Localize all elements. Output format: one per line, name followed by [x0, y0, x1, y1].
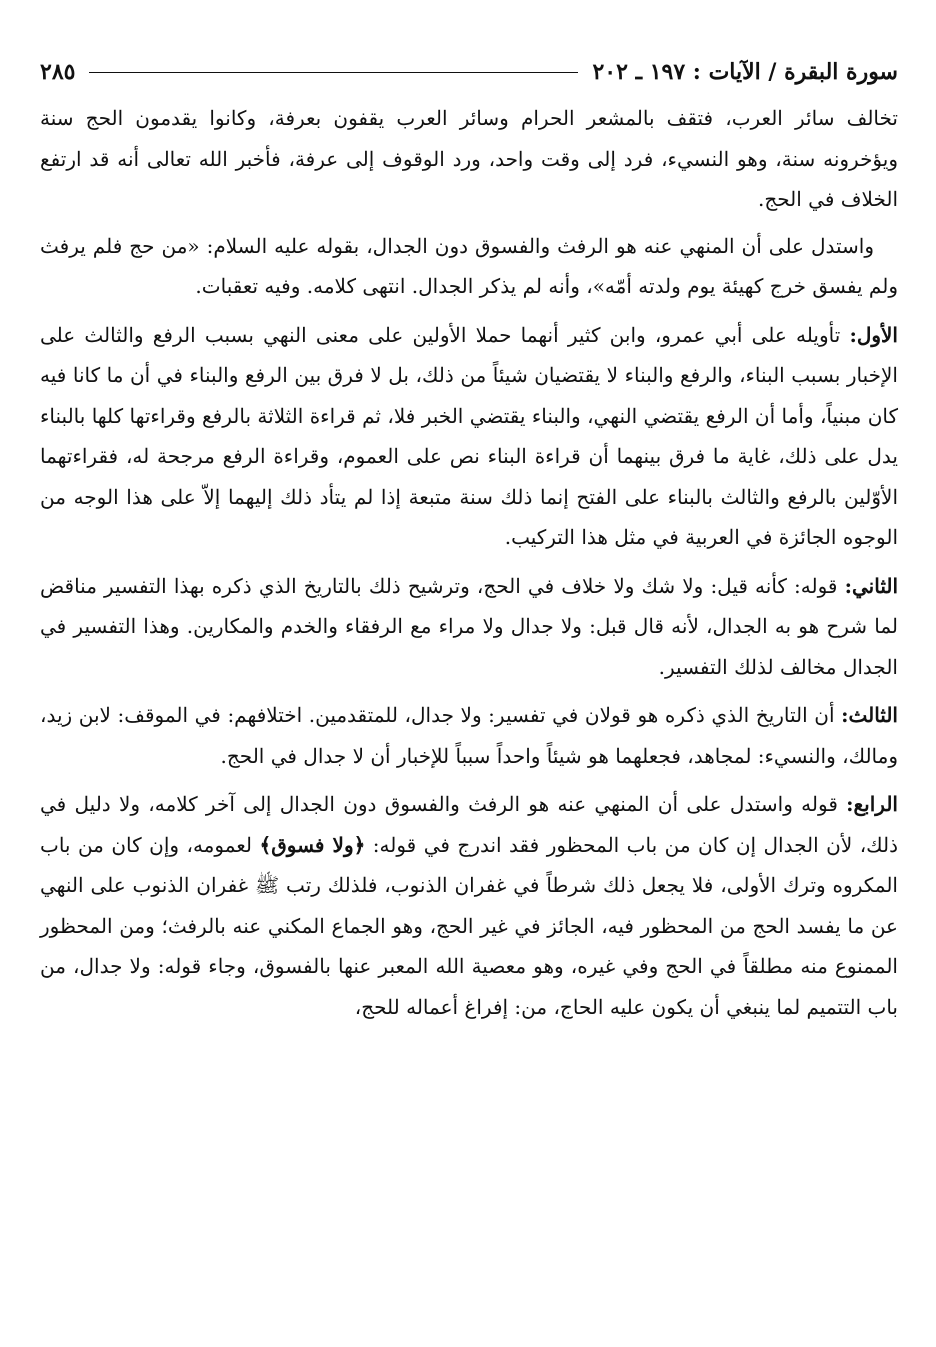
paragraph-third-objection — [40, 695, 898, 776]
header-title: سورة البقرة / الآيات : ١٩٧ ـ ٢٠٢ — [592, 59, 898, 85]
objection-label: الرابع: — [846, 792, 898, 816]
paragraph-fourth-objection — [40, 784, 898, 1027]
paragraph-text: أن التاريخ الذي ذكره هو قولان في تفسير: ولا جدال، للمتقدمين. اختلافهم: في الموقف: لابن زيد، ومالك، والنسيء: لمجاهد، فجعلهما هو شيئاً واحداً سبباً للإخبار أن لا جدال في الحج. — [40, 703, 898, 768]
objection-label: الأول: — [849, 322, 898, 347]
paragraph-text: قوله واستدل على أن المنهي عنه هو الرفث والفسوق دون الجدال إلى آخر كلامه، ولا دليل في ذلك، لأن الجدال إن كان من باب المحظور فقد اندرج في قوله: — [40, 792, 899, 857]
objection-label: الثالث: — [841, 703, 898, 727]
paragraph-text: تأويله على أبي عمرو، وابن كثير أنهما حملا الأولين على معنى النهي بسبب الرفع والثالث على الإخبار بسبب البناء، والرفع والبناء لا يقتضيان شيئاً من ذلك، بل لا فرق بين الرفع والبناء في أن ما كانا فيه كان مبنياً، وأما أن الرفع يقتضي النهي، والبناء يقتضي الخبر فلا، ثم قراءة الثلاثة بالرفع وقراءتها كلها بالبناء يدل على ذلك، غاية ما فرق بينهما أن قراءة البناء نص على العموم، وقراءة الرفع مرجحة له، فقراءتهما الأوّلين بالرفع والثالث بالبناء على الفتح إنما ذلك سنة متبعة إذا لم يتأد ذلك إليهما إلاّ على هذا الوجه من الوجوه الجائزة في العربية في مثل هذا التركيب. — [40, 322, 898, 549]
objection-label: الثاني: — [844, 573, 899, 598]
paragraph-quote-hadith — [40, 226, 898, 307]
page-number: ٢٨٥ — [40, 59, 76, 85]
paragraph-second-objection — [40, 566, 898, 688]
paragraph-text: قوله: كأنه قيل: ولا شك ولا خلاف في الحج، وترشيح ذلك بالتاريخ الذي ذكره بهذا التفسير مناقض لما شرح هو به الجدال، لأنه قال قبل: ولا جدال ولا مراء مع الرفقاء والخدم والمكارين. وهذا التفسير في الجدال مخالف لذلك التفسير. — [40, 573, 898, 679]
header-rule — [89, 72, 578, 73]
paragraph-continuation — [40, 98, 898, 220]
paragraph-first-objection — [40, 315, 898, 558]
running-header — [40, 52, 898, 92]
book-page — [40, 52, 898, 1292]
paragraph-text: تخالف سائر العرب، فتقف بالمشعر الحرام وسائر العرب يقفون بعرفة، وكانوا يقدمون الحج سنة ويؤخرونه سنة، وهو النسيء، فرد إلى وقت واحد، ورد الوقوف إلى عرفة، فأخبر الله تعالى أنه قد ارتفع الخلاف في الحج. — [40, 106, 898, 211]
quran-quote: ﴿ولا فسوق﴾ — [259, 832, 366, 857]
paragraph-text: واستدل على أن المنهي عنه هو الرفث والفسوق دون الجدال، بقوله عليه السلام: «من حج فلم يرفث ولم يفسق خرج كهيئة يوم ولدته أمّه»، وأنه لم يذكر الجدال. انتهى كلامه. وفيه تعقبات. — [40, 233, 898, 298]
paragraph-text: لعمومه، وإن كان من باب المكروه وترك الأولى، فلا يجعل ذلك شرطاً في غفران الذنوب، فلذلك رتب ﷺ غفران الذنوب على النهي عن ما يفسد الحج من المحظور فيه، الجائز في غير الحج، وهو الجماع المكني عنه بالرفث؛ ومن المحظور الممنوع منه مطلقاً في الحج وفي غيره، وهو معصية الله المعبر عنها بالفسوق، وجاء قوله: ولا جدال، من باب التتميم لما ينبغي أن يكون عليه الحاج، من: إفراغ أعماله للحج، — [40, 832, 898, 1019]
